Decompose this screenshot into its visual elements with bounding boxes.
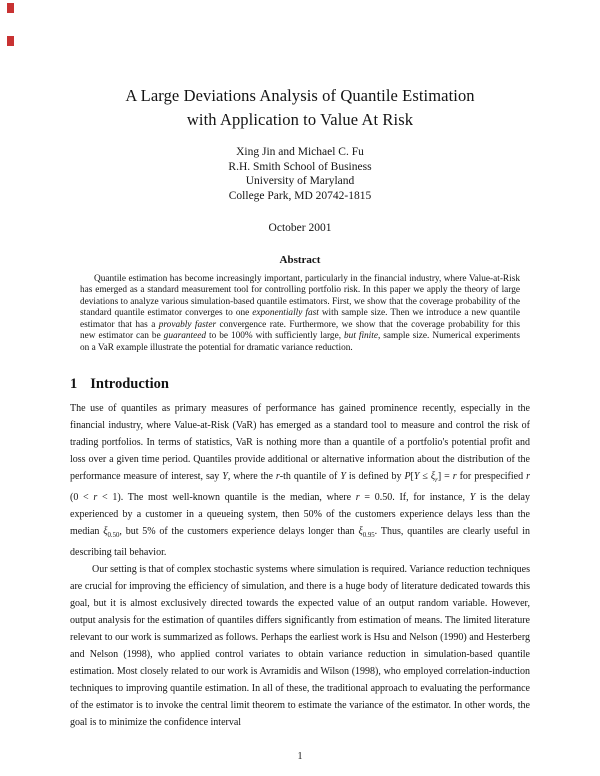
affiliation-university: University of Maryland <box>245 175 355 188</box>
abstract-section <box>70 254 530 355</box>
paper-title-line1: A Large Deviations Analysis of Quantile Estimation <box>125 86 475 105</box>
section-title: Introduction <box>90 376 169 393</box>
authors-line: Xing Jin and Michael C. Fu <box>236 145 364 158</box>
author-block <box>70 145 530 204</box>
section-heading-introduction <box>70 376 530 393</box>
red-annotation-mark-top <box>7 3 14 13</box>
paragraph-2: Our setting is that of complex stochastic systems where simulation is required. Variance reduction techniques are crucial for improving the efficiency of simulation, and there is a huge body of literature dedicated towards this goal, but it is almost exclusively directed towards the expected value of an output random variable. However, output analysis for the estimation of quantiles differs significantly from estimation of means. The limited literature relevant to our work is summarized as follows. Perhaps the earliest work is Hsu and Nelson (1990) and Hesterberg and Nelson (1998), who applied control variates to obtain variance reduction in simulation-based quantile estimation. Most closely related to our work is Avramidis and Wilson (1998), who employed correlation-induction techniques to improving quantile estimation. In all of these, the traditional approach to evaluating the performance of the estimator is to invoke the central limit theorem to estimate the variance of the estimator. In other words, the goal is to minimize the confidence interval <box>70 563 530 728</box>
red-annotation-mark-bottom <box>7 36 14 46</box>
abstract-heading: Abstract <box>279 253 321 266</box>
abstract-text: Quantile estimation has become increasingly important, particularly in the financial industry, where Value-at-Risk has emerged as a standard measurement tool for controlling portfolio risk. In this paper we apply the theory of large deviations to analyze various simulation-based quantile estimators. First, we show that the coverage probability of the standard quantile estimator converges to one exponentially fast with sample size. Then we introduce a new quantile estimator that has a provably faster convergence rate. Furthermore, we show that the coverage probability for this new estimator can be guaranteed to be 100% with sufficiently large, but finite, sample size. Numerical experiments on a VaR example illustrate the potential for dramatic variance reduction. <box>80 273 521 353</box>
section-number: 1 <box>70 376 78 393</box>
affiliation-school: R.H. Smith School of Business <box>228 160 372 173</box>
paper-title <box>70 0 530 132</box>
paper-title-line2: with Application to Value At Risk <box>186 109 414 129</box>
paper-date: October 2001 <box>268 221 332 234</box>
page-number: 1 <box>297 751 303 762</box>
paragraph-1: The use of quantiles as primary measures of performance has gained prominence recently, especially in the financial industry, where Value-at-Risk (VaR) has emerged as a standard tool to measure and control the risk of trading portfolios. In terms of statistics, VaR is nothing more than a quantile of a portfolio's potential profit and loss over a given time period. Quantiles provide additional or alternative information about the distribution of the performance measure of interest, say Y, where the r-th quantile of Y is defined by $P[Y \le \xi_r] = r$ for prespecified r (0 < r < 1). The most well-known quantile is the median, where r = 0.50. If, for instance, Y is the delay experienced by a customer in a queueing system, then 50% of the customers experience delays less than the median $\xi_{0.50}$, but 5% of the customers experience delays longer than $\xi_{0.95}$. Thus, quantiles are clearly useful in describing tail behavior. <box>70 402 531 558</box>
affiliation-address: College Park, MD 20742-1815 <box>228 190 372 202</box>
